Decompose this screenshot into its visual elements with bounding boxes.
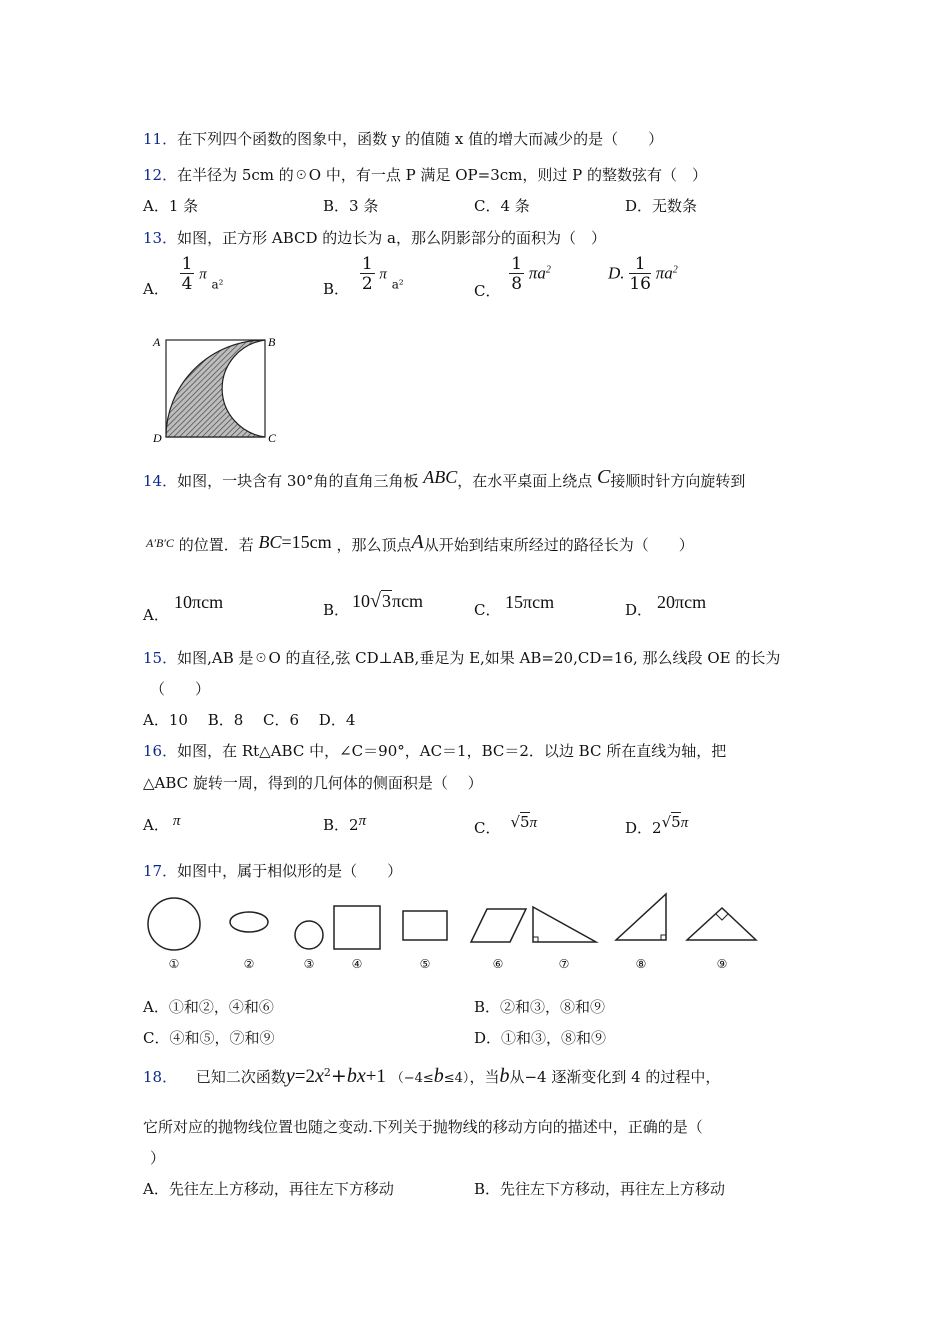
option-b[interactable]: B．先往左下方移动，再往左上方移动 xyxy=(474,1180,726,1198)
question-18-line3: ） xyxy=(150,1149,166,1167)
option-d[interactable]: D．2√5π xyxy=(625,813,689,837)
question-number: 13． xyxy=(143,229,178,247)
option-c[interactable]: C． √5π xyxy=(474,813,538,837)
option-d[interactable]: D. $\frac{1}{16}$ $\pi a^2$ xyxy=(608,254,678,294)
shape-4-square xyxy=(334,906,380,949)
question-text: 如图，正方形 ABCD 的边长为 a，那么阴影部分的面积为（ ） xyxy=(177,229,606,247)
option-b[interactable]: B．2π xyxy=(323,813,367,834)
shapes-figure xyxy=(140,888,770,978)
fraction: $\frac{1}{8}$ xyxy=(511,254,523,294)
question-number: 14． xyxy=(143,472,178,490)
question-text: 如图,AB 是☉O 的直径,弦 CD⊥AB,垂足为 E,如果 AB=20,CD=16, 那么线段 OE 的长为 xyxy=(177,649,781,667)
option-b-value: 10√3πcm xyxy=(352,590,424,612)
question-14-line2: $^{A'B'C}$ 的位置．若 BC=15cm ，那么顶点A从开始到结束所经过的路径长为（ ） xyxy=(146,531,694,554)
shape-9-isosceles-triangle xyxy=(687,908,756,940)
question-number: 15． xyxy=(143,649,178,667)
option-c[interactable]: C．4 条 xyxy=(474,197,530,215)
question-number: 18． xyxy=(143,1068,178,1086)
question-14-line1: 14．如图，一块含有 30°角的直角三角板 ABC，在水平桌面上绕点 C接顺时针方向旋转到 xyxy=(143,466,746,490)
option-d-label[interactable]: D． xyxy=(625,601,653,619)
fraction: $\frac{1}{16}$ xyxy=(629,254,651,294)
question-17 xyxy=(143,860,402,881)
option-a[interactable]: A．先往左上方移动，再往左下方移动 xyxy=(143,1180,394,1198)
option-b[interactable]: B． $\frac{1}{2}$ π $_{a^2}$ xyxy=(323,254,404,298)
option-d[interactable]: D．无数条 xyxy=(625,197,698,215)
question-number: 17． xyxy=(143,862,178,880)
question-text: 如图，在 Rt△ABC 中，∠C＝90°，AC＝1，BC＝2．以边 BC 所在直线为轴，把 xyxy=(177,742,727,760)
vertex-label-d: D xyxy=(153,431,162,445)
question-number: 16． xyxy=(143,742,178,760)
question-18-line2: 它所对应的抛物线位置也随之变动.下列关于抛物线的移动方向的描述中，正确的是（ xyxy=(143,1118,703,1136)
question-11 xyxy=(143,128,663,149)
vertex-label-c: C xyxy=(268,431,277,445)
shape-label-4: ④ xyxy=(351,957,363,971)
option-a-label[interactable]: A． xyxy=(143,606,169,624)
shape-label-8: ⑧ xyxy=(635,957,647,971)
option-c-label[interactable]: C． xyxy=(474,601,501,619)
question-18-line1: 18． 已知二次函数$y=2x^2+bx+1$ （−4≤b≤4），当b从−4 逐渐变化到 4 的过程中， xyxy=(143,1065,721,1087)
question-16-line2: △ABC 旋转一周，得到的几何体的侧面积是（ ） xyxy=(143,774,483,792)
option-a[interactable]: A． $\frac{1}{4}$ π $_{a^2}$ xyxy=(143,254,224,298)
shape-7-right-triangle xyxy=(533,907,596,942)
square-shaded-figure xyxy=(150,330,280,450)
shape-5-rectangle xyxy=(403,911,447,940)
option-a[interactable]: A．1 条 xyxy=(143,197,199,215)
question-15 xyxy=(143,647,780,668)
vertex-label-a: A xyxy=(153,335,161,349)
shape-2-ellipse xyxy=(230,912,268,932)
shape-label-5: ⑤ xyxy=(419,957,431,971)
question-12 xyxy=(143,164,707,185)
option-b[interactable]: B．3 条 xyxy=(323,197,379,215)
question-number: 12． xyxy=(143,166,178,184)
option-d[interactable]: D．①和③，⑧和⑨ xyxy=(474,1029,607,1047)
fraction: $\frac{1}{2}$ xyxy=(361,254,373,294)
shape-3-circle xyxy=(295,921,323,949)
option-a[interactable]: A． π xyxy=(143,813,181,834)
question-text: 如图中，属于相似形的是（ ） xyxy=(177,862,403,880)
shape-8-right-triangle xyxy=(616,894,666,940)
vertex-label-b: B xyxy=(268,335,276,349)
option-c[interactable]: C． $\frac{1}{8}$ $\pi a^2$ xyxy=(474,254,551,300)
question-13 xyxy=(143,227,606,248)
question-text: 在半径为 5cm 的☉O 中，有一点 P 满足 OP=3cm，则过 P 的整数弦有（ ） xyxy=(177,166,708,184)
shape-label-2: ② xyxy=(243,957,255,971)
question-16 xyxy=(143,740,726,761)
shape-1-circle xyxy=(148,898,200,950)
option-c-value: 15πcm xyxy=(505,592,555,612)
shape-label-7: ⑦ xyxy=(558,957,570,971)
answer-paren: （ ） xyxy=(150,680,211,698)
option-b-label[interactable]: B． xyxy=(323,601,350,619)
shape-label-6: ⑥ xyxy=(492,957,504,971)
option-a-value: 10πcm xyxy=(174,592,224,612)
option-d-value: 20πcm xyxy=(657,592,707,612)
option-b[interactable]: B．②和③，⑧和⑨ xyxy=(474,998,606,1016)
option-a[interactable]: A．①和②，④和⑥ xyxy=(143,998,274,1016)
options-row[interactable]: A．10 B．8 C．6 D．4 xyxy=(143,711,356,729)
question-text: 在下列四个函数的图象中，函数 y 的值随 x 值的增大而减少的是（ ） xyxy=(177,130,664,148)
fraction: $\frac{1}{4}$ xyxy=(181,254,193,294)
shape-6-parallelogram xyxy=(471,909,526,942)
option-c[interactable]: C．④和⑤，⑦和⑨ xyxy=(143,1029,275,1047)
question-number: 11． xyxy=(143,130,178,148)
shape-label-9: ⑨ xyxy=(716,957,728,971)
shape-label-1: ① xyxy=(168,957,180,971)
shape-label-3: ③ xyxy=(303,957,315,971)
